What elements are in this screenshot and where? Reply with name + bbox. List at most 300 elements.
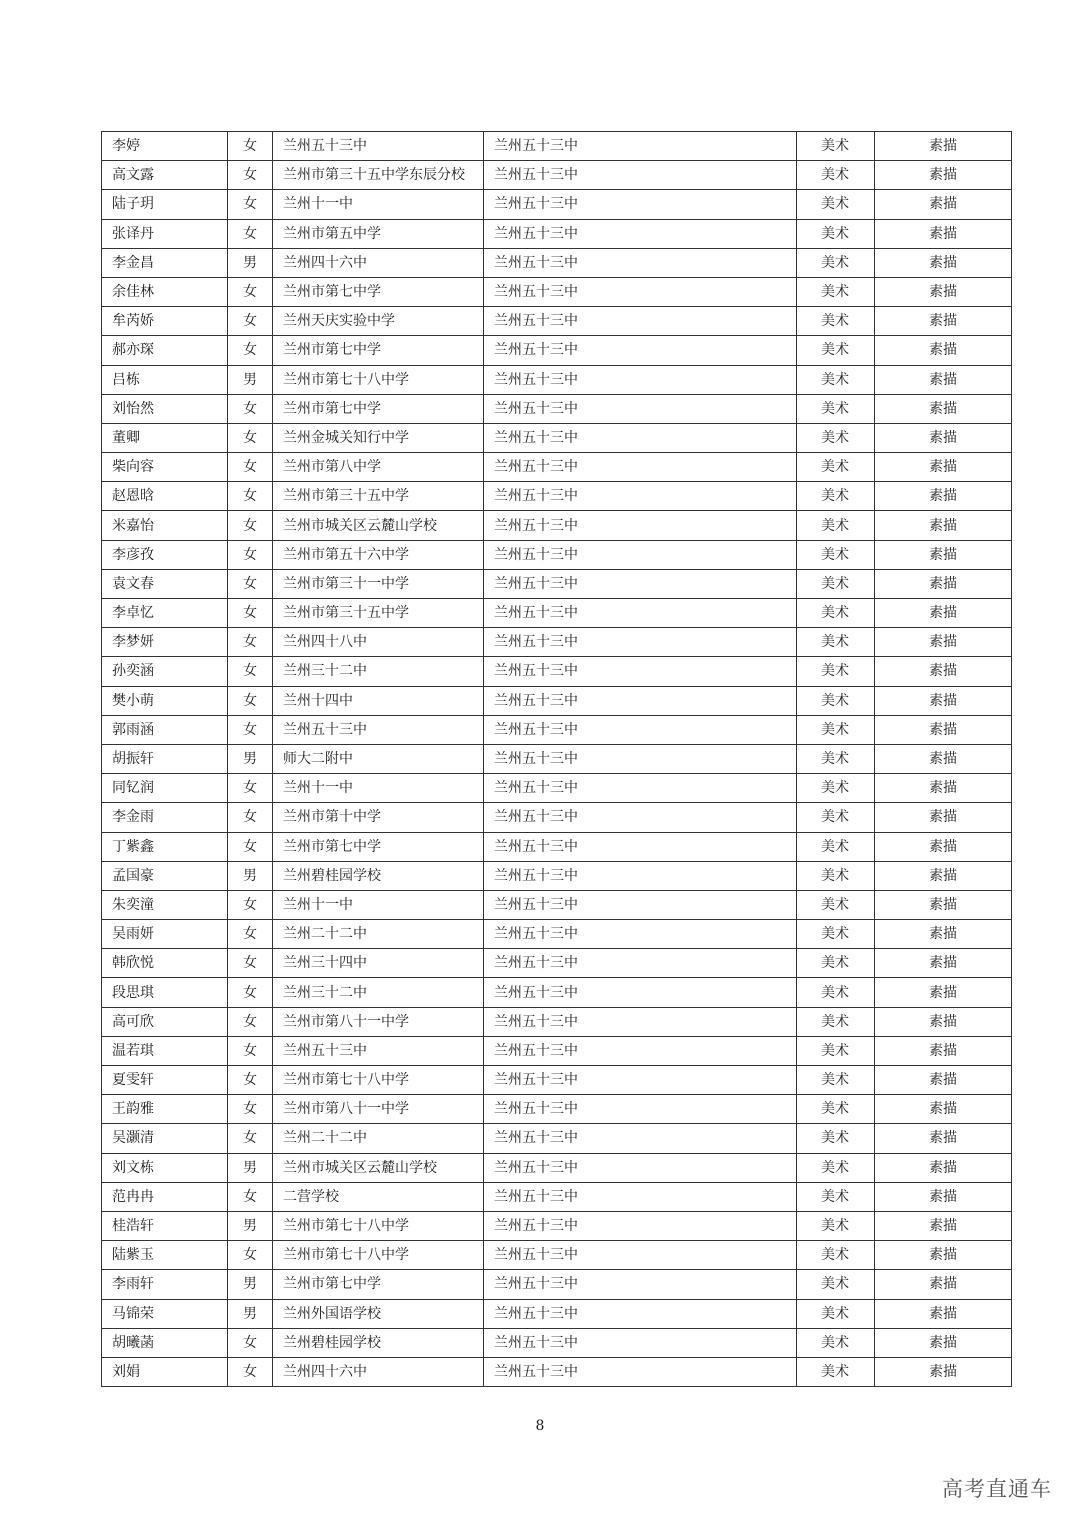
exam-site-cell: 兰州五十三中 bbox=[484, 277, 797, 306]
name-cell: 丁紫鑫 bbox=[102, 832, 228, 861]
table-row bbox=[102, 949, 1012, 978]
name-cell: 范冉冉 bbox=[102, 1182, 228, 1211]
exam-site-cell: 兰州五十三中 bbox=[484, 657, 797, 686]
gender-cell: 女 bbox=[228, 832, 273, 861]
exam-site-cell: 兰州五十三中 bbox=[484, 920, 797, 949]
exam-site-cell: 兰州五十三中 bbox=[484, 1328, 797, 1357]
exam-subject-cell: 素描 bbox=[875, 657, 1012, 686]
major-cell: 美术 bbox=[797, 1124, 875, 1153]
table-row bbox=[102, 453, 1012, 482]
name-cell: 刘娟 bbox=[102, 1357, 228, 1386]
gender-cell: 女 bbox=[228, 277, 273, 306]
gender-cell: 女 bbox=[228, 949, 273, 978]
exam-subject-cell: 素描 bbox=[875, 1299, 1012, 1328]
table-row bbox=[102, 1299, 1012, 1328]
major-cell: 美术 bbox=[797, 628, 875, 657]
exam-site-cell: 兰州五十三中 bbox=[484, 715, 797, 744]
exam-site-cell: 兰州五十三中 bbox=[484, 511, 797, 540]
major-cell: 美术 bbox=[797, 1211, 875, 1240]
exam-subject-cell: 素描 bbox=[875, 1211, 1012, 1240]
table-row bbox=[102, 774, 1012, 803]
major-cell: 美术 bbox=[797, 190, 875, 219]
table-row bbox=[102, 161, 1012, 190]
major-cell: 美术 bbox=[797, 920, 875, 949]
name-cell: 刘文栋 bbox=[102, 1153, 228, 1182]
exam-site-cell: 兰州五十三中 bbox=[484, 569, 797, 598]
exam-subject-cell: 素描 bbox=[875, 248, 1012, 277]
gender-cell: 女 bbox=[228, 511, 273, 540]
table-row bbox=[102, 540, 1012, 569]
school-cell: 师大二附中 bbox=[273, 744, 484, 773]
major-cell: 美术 bbox=[797, 336, 875, 365]
school-cell: 兰州市第七十八中学 bbox=[273, 1241, 484, 1270]
exam-subject-cell: 素描 bbox=[875, 1066, 1012, 1095]
school-cell: 兰州四十六中 bbox=[273, 1357, 484, 1386]
name-cell: 王韵雅 bbox=[102, 1095, 228, 1124]
school-cell: 兰州市第七十八中学 bbox=[273, 1211, 484, 1240]
table-row bbox=[102, 803, 1012, 832]
gender-cell: 女 bbox=[228, 1328, 273, 1357]
exam-subject-cell: 素描 bbox=[875, 978, 1012, 1007]
exam-subject-cell: 素描 bbox=[875, 1153, 1012, 1182]
exam-site-cell: 兰州五十三中 bbox=[484, 686, 797, 715]
name-cell: 郭雨涵 bbox=[102, 715, 228, 744]
exam-site-cell: 兰州五十三中 bbox=[484, 1357, 797, 1386]
exam-subject-cell: 素描 bbox=[875, 394, 1012, 423]
gender-cell: 女 bbox=[228, 482, 273, 511]
exam-site-cell: 兰州五十三中 bbox=[484, 336, 797, 365]
gender-cell: 女 bbox=[228, 453, 273, 482]
table-row bbox=[102, 1036, 1012, 1065]
gender-cell: 男 bbox=[228, 744, 273, 773]
gender-cell: 女 bbox=[228, 803, 273, 832]
gender-cell: 女 bbox=[228, 336, 273, 365]
major-cell: 美术 bbox=[797, 365, 875, 394]
table-row bbox=[102, 219, 1012, 248]
exam-subject-cell: 素描 bbox=[875, 161, 1012, 190]
name-cell: 段思琪 bbox=[102, 978, 228, 1007]
school-cell: 兰州金城关知行中学 bbox=[273, 423, 484, 452]
name-cell: 余佳林 bbox=[102, 277, 228, 306]
name-cell: 高文露 bbox=[102, 161, 228, 190]
major-cell: 美术 bbox=[797, 949, 875, 978]
exam-site-cell: 兰州五十三中 bbox=[484, 1007, 797, 1036]
major-cell: 美术 bbox=[797, 277, 875, 306]
table-row bbox=[102, 336, 1012, 365]
name-cell: 胡曦菡 bbox=[102, 1328, 228, 1357]
table-row bbox=[102, 1153, 1012, 1182]
name-cell: 马锦荣 bbox=[102, 1299, 228, 1328]
school-cell: 兰州十一中 bbox=[273, 190, 484, 219]
gender-cell: 女 bbox=[228, 774, 273, 803]
major-cell: 美术 bbox=[797, 890, 875, 919]
exam-subject-cell: 素描 bbox=[875, 890, 1012, 919]
school-cell: 兰州市第七十八中学 bbox=[273, 365, 484, 394]
exam-site-cell: 兰州五十三中 bbox=[484, 861, 797, 890]
exam-site-cell: 兰州五十三中 bbox=[484, 190, 797, 219]
name-cell: 樊小萌 bbox=[102, 686, 228, 715]
table-row bbox=[102, 890, 1012, 919]
table-row bbox=[102, 190, 1012, 219]
school-cell: 兰州市第七中学 bbox=[273, 277, 484, 306]
table-row bbox=[102, 1211, 1012, 1240]
table-row bbox=[102, 1182, 1012, 1211]
exam-subject-cell: 素描 bbox=[875, 1270, 1012, 1299]
major-cell: 美术 bbox=[797, 657, 875, 686]
exam-site-cell: 兰州五十三中 bbox=[484, 803, 797, 832]
major-cell: 美术 bbox=[797, 1095, 875, 1124]
table-row bbox=[102, 482, 1012, 511]
major-cell: 美术 bbox=[797, 978, 875, 1007]
name-cell: 刘怡然 bbox=[102, 394, 228, 423]
table-row bbox=[102, 423, 1012, 452]
gender-cell: 女 bbox=[228, 686, 273, 715]
exam-site-cell: 兰州五十三中 bbox=[484, 1270, 797, 1299]
exam-subject-cell: 素描 bbox=[875, 453, 1012, 482]
name-cell: 李婷 bbox=[102, 132, 228, 161]
name-cell: 董卿 bbox=[102, 423, 228, 452]
exam-subject-cell: 素描 bbox=[875, 307, 1012, 336]
page-number: 8 bbox=[535, 1418, 545, 1434]
school-cell: 兰州三十二中 bbox=[273, 978, 484, 1007]
table-row bbox=[102, 1007, 1012, 1036]
gender-cell: 女 bbox=[228, 978, 273, 1007]
gender-cell: 男 bbox=[228, 365, 273, 394]
school-cell: 兰州市第五中学 bbox=[273, 219, 484, 248]
table-row bbox=[102, 1328, 1012, 1357]
exam-site-cell: 兰州五十三中 bbox=[484, 949, 797, 978]
table-row bbox=[102, 132, 1012, 161]
name-cell: 牟芮娇 bbox=[102, 307, 228, 336]
exam-subject-cell: 素描 bbox=[875, 715, 1012, 744]
name-cell: 温若琪 bbox=[102, 1036, 228, 1065]
major-cell: 美术 bbox=[797, 1182, 875, 1211]
gender-cell: 女 bbox=[228, 657, 273, 686]
table-row bbox=[102, 628, 1012, 657]
exam-subject-cell: 素描 bbox=[875, 540, 1012, 569]
name-cell: 陆子玥 bbox=[102, 190, 228, 219]
exam-site-cell: 兰州五十三中 bbox=[484, 774, 797, 803]
table-row bbox=[102, 744, 1012, 773]
major-cell: 美术 bbox=[797, 132, 875, 161]
table-row bbox=[102, 1270, 1012, 1299]
major-cell: 美术 bbox=[797, 1007, 875, 1036]
table-row bbox=[102, 1066, 1012, 1095]
name-cell: 赵恩晗 bbox=[102, 482, 228, 511]
exam-site-cell: 兰州五十三中 bbox=[484, 1124, 797, 1153]
major-cell: 美术 bbox=[797, 832, 875, 861]
gender-cell: 女 bbox=[228, 132, 273, 161]
table-row bbox=[102, 511, 1012, 540]
gender-cell: 男 bbox=[228, 1211, 273, 1240]
gender-cell: 女 bbox=[228, 1095, 273, 1124]
name-cell: 李金昌 bbox=[102, 248, 228, 277]
school-cell: 兰州十一中 bbox=[273, 890, 484, 919]
table-row bbox=[102, 569, 1012, 598]
school-cell: 兰州三十四中 bbox=[273, 949, 484, 978]
gender-cell: 女 bbox=[228, 394, 273, 423]
exam-site-cell: 兰州五十三中 bbox=[484, 540, 797, 569]
major-cell: 美术 bbox=[797, 569, 875, 598]
major-cell: 美术 bbox=[797, 861, 875, 890]
exam-subject-cell: 素描 bbox=[875, 132, 1012, 161]
exam-subject-cell: 素描 bbox=[875, 1007, 1012, 1036]
exam-site-cell: 兰州五十三中 bbox=[484, 161, 797, 190]
exam-subject-cell: 素描 bbox=[875, 190, 1012, 219]
gender-cell: 女 bbox=[228, 1124, 273, 1153]
name-cell: 同钇润 bbox=[102, 774, 228, 803]
school-cell: 兰州碧桂园学校 bbox=[273, 1328, 484, 1357]
exam-subject-cell: 素描 bbox=[875, 569, 1012, 598]
gender-cell: 女 bbox=[228, 569, 273, 598]
school-cell: 兰州市第七中学 bbox=[273, 1270, 484, 1299]
exam-site-cell: 兰州五十三中 bbox=[484, 423, 797, 452]
school-cell: 兰州三十二中 bbox=[273, 657, 484, 686]
table-row bbox=[102, 686, 1012, 715]
exam-subject-cell: 素描 bbox=[875, 1328, 1012, 1357]
exam-site-cell: 兰州五十三中 bbox=[484, 1153, 797, 1182]
major-cell: 美术 bbox=[797, 307, 875, 336]
table-row bbox=[102, 1095, 1012, 1124]
gender-cell: 男 bbox=[228, 248, 273, 277]
exam-site-cell: 兰州五十三中 bbox=[484, 1299, 797, 1328]
name-cell: 吴灏清 bbox=[102, 1124, 228, 1153]
exam-site-cell: 兰州五十三中 bbox=[484, 628, 797, 657]
gender-cell: 女 bbox=[228, 890, 273, 919]
name-cell: 高可欣 bbox=[102, 1007, 228, 1036]
gender-cell: 女 bbox=[228, 1066, 273, 1095]
gender-cell: 女 bbox=[228, 219, 273, 248]
exam-site-cell: 兰州五十三中 bbox=[484, 394, 797, 423]
gender-cell: 女 bbox=[228, 1036, 273, 1065]
exam-subject-cell: 素描 bbox=[875, 365, 1012, 394]
exam-site-cell: 兰州五十三中 bbox=[484, 978, 797, 1007]
name-cell: 夏雯轩 bbox=[102, 1066, 228, 1095]
school-cell: 兰州市第七中学 bbox=[273, 832, 484, 861]
exam-subject-cell: 素描 bbox=[875, 511, 1012, 540]
table-row bbox=[102, 599, 1012, 628]
exam-subject-cell: 素描 bbox=[875, 949, 1012, 978]
school-cell: 兰州市第七中学 bbox=[273, 336, 484, 365]
major-cell: 美术 bbox=[797, 686, 875, 715]
gender-cell: 女 bbox=[228, 1241, 273, 1270]
table-row bbox=[102, 277, 1012, 306]
school-cell: 兰州市第七十八中学 bbox=[273, 1066, 484, 1095]
table-row bbox=[102, 832, 1012, 861]
exam-subject-cell: 素描 bbox=[875, 861, 1012, 890]
school-cell: 兰州五十三中 bbox=[273, 1036, 484, 1065]
major-cell: 美术 bbox=[797, 540, 875, 569]
exam-subject-cell: 素描 bbox=[875, 1124, 1012, 1153]
exam-subject-cell: 素描 bbox=[875, 1036, 1012, 1065]
school-cell: 兰州五十三中 bbox=[273, 715, 484, 744]
gender-cell: 女 bbox=[228, 1007, 273, 1036]
name-cell: 米嘉怡 bbox=[102, 511, 228, 540]
name-cell: 胡振轩 bbox=[102, 744, 228, 773]
name-cell: 桂浩轩 bbox=[102, 1211, 228, 1240]
exam-site-cell: 兰州五十三中 bbox=[484, 248, 797, 277]
gender-cell: 女 bbox=[228, 540, 273, 569]
table-row bbox=[102, 1241, 1012, 1270]
table-row bbox=[102, 657, 1012, 686]
school-cell: 兰州五十三中 bbox=[273, 132, 484, 161]
table-row bbox=[102, 248, 1012, 277]
school-cell: 兰州市第三十五中学 bbox=[273, 599, 484, 628]
name-cell: 吴雨妍 bbox=[102, 920, 228, 949]
major-cell: 美术 bbox=[797, 1241, 875, 1270]
gender-cell: 女 bbox=[228, 599, 273, 628]
school-cell: 兰州十一中 bbox=[273, 774, 484, 803]
major-cell: 美术 bbox=[797, 774, 875, 803]
exam-subject-cell: 素描 bbox=[875, 774, 1012, 803]
name-cell: 陆紫玉 bbox=[102, 1241, 228, 1270]
exam-subject-cell: 素描 bbox=[875, 599, 1012, 628]
school-cell: 兰州市城关区云麓山学校 bbox=[273, 511, 484, 540]
school-cell: 兰州二十二中 bbox=[273, 920, 484, 949]
major-cell: 美术 bbox=[797, 1153, 875, 1182]
gender-cell: 女 bbox=[228, 190, 273, 219]
gender-cell: 女 bbox=[228, 1357, 273, 1386]
name-cell: 李雨轩 bbox=[102, 1270, 228, 1299]
table-row bbox=[102, 920, 1012, 949]
school-cell: 兰州十四中 bbox=[273, 686, 484, 715]
watermark-text: 高考直通车 bbox=[942, 1477, 1052, 1501]
major-cell: 美术 bbox=[797, 161, 875, 190]
student-list-table bbox=[101, 131, 1012, 1387]
exam-site-cell: 兰州五十三中 bbox=[484, 365, 797, 394]
name-cell: 韩欣悦 bbox=[102, 949, 228, 978]
exam-subject-cell: 素描 bbox=[875, 336, 1012, 365]
table-body bbox=[102, 132, 1012, 1387]
school-cell: 兰州市第八十一中学 bbox=[273, 1007, 484, 1036]
exam-site-cell: 兰州五十三中 bbox=[484, 307, 797, 336]
name-cell: 朱奕潼 bbox=[102, 890, 228, 919]
exam-subject-cell: 素描 bbox=[875, 803, 1012, 832]
school-cell: 兰州市第三十五中学东辰分校 bbox=[273, 161, 484, 190]
table-row bbox=[102, 365, 1012, 394]
major-cell: 美术 bbox=[797, 394, 875, 423]
exam-site-cell: 兰州五十三中 bbox=[484, 744, 797, 773]
exam-site-cell: 兰州五十三中 bbox=[484, 453, 797, 482]
major-cell: 美术 bbox=[797, 511, 875, 540]
major-cell: 美术 bbox=[797, 1270, 875, 1299]
exam-subject-cell: 素描 bbox=[875, 1241, 1012, 1270]
school-cell: 兰州市第十中学 bbox=[273, 803, 484, 832]
school-cell: 兰州天庆实验中学 bbox=[273, 307, 484, 336]
exam-site-cell: 兰州五十三中 bbox=[484, 599, 797, 628]
name-cell: 李梦妍 bbox=[102, 628, 228, 657]
name-cell: 孟国豪 bbox=[102, 861, 228, 890]
gender-cell: 男 bbox=[228, 1270, 273, 1299]
exam-subject-cell: 素描 bbox=[875, 686, 1012, 715]
exam-site-cell: 兰州五十三中 bbox=[484, 1182, 797, 1211]
gender-cell: 女 bbox=[228, 920, 273, 949]
major-cell: 美术 bbox=[797, 1036, 875, 1065]
exam-subject-cell: 素描 bbox=[875, 1182, 1012, 1211]
exam-site-cell: 兰州五十三中 bbox=[484, 219, 797, 248]
major-cell: 美术 bbox=[797, 599, 875, 628]
exam-subject-cell: 素描 bbox=[875, 277, 1012, 306]
name-cell: 李卓忆 bbox=[102, 599, 228, 628]
gender-cell: 女 bbox=[228, 1182, 273, 1211]
name-cell: 袁文春 bbox=[102, 569, 228, 598]
school-cell: 兰州二十二中 bbox=[273, 1124, 484, 1153]
school-cell: 兰州市第八中学 bbox=[273, 453, 484, 482]
major-cell: 美术 bbox=[797, 219, 875, 248]
table-row bbox=[102, 394, 1012, 423]
school-cell: 二营学校 bbox=[273, 1182, 484, 1211]
gender-cell: 女 bbox=[228, 307, 273, 336]
table-row bbox=[102, 978, 1012, 1007]
name-cell: 孙奕涵 bbox=[102, 657, 228, 686]
name-cell: 张译丹 bbox=[102, 219, 228, 248]
table-row bbox=[102, 1124, 1012, 1153]
gender-cell: 男 bbox=[228, 1299, 273, 1328]
major-cell: 美术 bbox=[797, 744, 875, 773]
gender-cell: 女 bbox=[228, 628, 273, 657]
major-cell: 美术 bbox=[797, 248, 875, 277]
name-cell: 吕栋 bbox=[102, 365, 228, 394]
exam-subject-cell: 素描 bbox=[875, 482, 1012, 511]
name-cell: 李金雨 bbox=[102, 803, 228, 832]
exam-site-cell: 兰州五十三中 bbox=[484, 132, 797, 161]
school-cell: 兰州碧桂园学校 bbox=[273, 861, 484, 890]
table-row bbox=[102, 715, 1012, 744]
major-cell: 美术 bbox=[797, 1299, 875, 1328]
name-cell: 柴向容 bbox=[102, 453, 228, 482]
exam-site-cell: 兰州五十三中 bbox=[484, 832, 797, 861]
name-cell: 李彦孜 bbox=[102, 540, 228, 569]
exam-site-cell: 兰州五十三中 bbox=[484, 1095, 797, 1124]
major-cell: 美术 bbox=[797, 1066, 875, 1095]
school-cell: 兰州市第七中学 bbox=[273, 394, 484, 423]
gender-cell: 男 bbox=[228, 1153, 273, 1182]
gender-cell: 女 bbox=[228, 715, 273, 744]
major-cell: 美术 bbox=[797, 1328, 875, 1357]
exam-site-cell: 兰州五十三中 bbox=[484, 1036, 797, 1065]
exam-subject-cell: 素描 bbox=[875, 744, 1012, 773]
major-cell: 美术 bbox=[797, 715, 875, 744]
school-cell: 兰州市第八十一中学 bbox=[273, 1095, 484, 1124]
school-cell: 兰州市第三十五中学 bbox=[273, 482, 484, 511]
school-cell: 兰州四十八中 bbox=[273, 628, 484, 657]
school-cell: 兰州市第三十一中学 bbox=[273, 569, 484, 598]
exam-subject-cell: 素描 bbox=[875, 1357, 1012, 1386]
table-row bbox=[102, 1357, 1012, 1386]
gender-cell: 女 bbox=[228, 423, 273, 452]
name-cell: 郝亦琛 bbox=[102, 336, 228, 365]
exam-site-cell: 兰州五十三中 bbox=[484, 482, 797, 511]
major-cell: 美术 bbox=[797, 1357, 875, 1386]
school-cell: 兰州外国语学校 bbox=[273, 1299, 484, 1328]
exam-subject-cell: 素描 bbox=[875, 219, 1012, 248]
exam-subject-cell: 素描 bbox=[875, 423, 1012, 452]
exam-site-cell: 兰州五十三中 bbox=[484, 1241, 797, 1270]
exam-subject-cell: 素描 bbox=[875, 628, 1012, 657]
major-cell: 美术 bbox=[797, 453, 875, 482]
exam-subject-cell: 素描 bbox=[875, 920, 1012, 949]
exam-site-cell: 兰州五十三中 bbox=[484, 1066, 797, 1095]
gender-cell: 男 bbox=[228, 861, 273, 890]
gender-cell: 女 bbox=[228, 161, 273, 190]
exam-site-cell: 兰州五十三中 bbox=[484, 1211, 797, 1240]
exam-subject-cell: 素描 bbox=[875, 832, 1012, 861]
table-row bbox=[102, 861, 1012, 890]
school-cell: 兰州市城关区云麓山学校 bbox=[273, 1153, 484, 1182]
table-row bbox=[102, 307, 1012, 336]
exam-site-cell: 兰州五十三中 bbox=[484, 890, 797, 919]
major-cell: 美术 bbox=[797, 803, 875, 832]
